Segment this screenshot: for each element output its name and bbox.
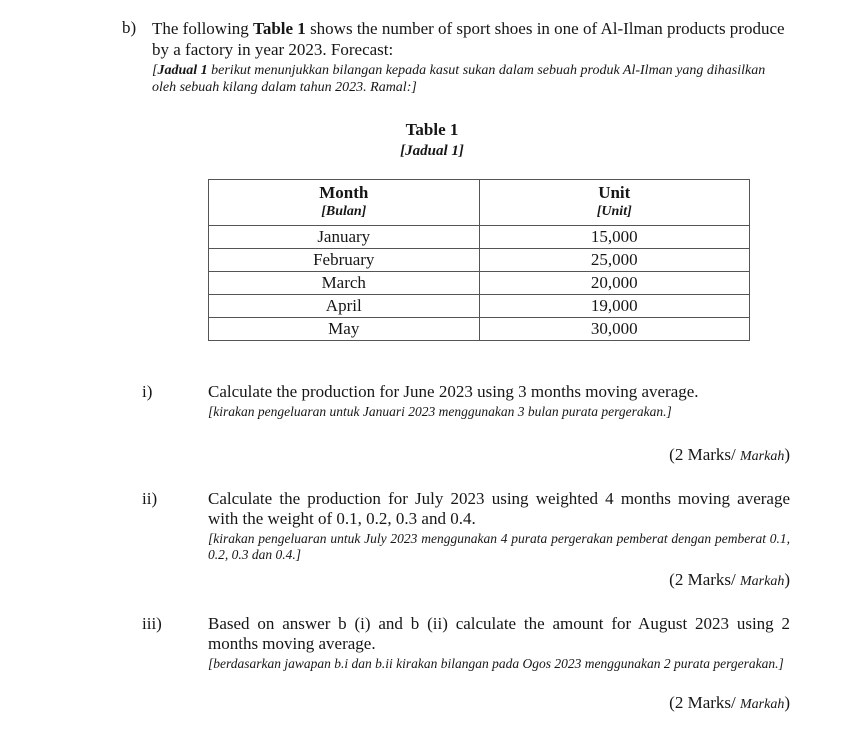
unit-cell: 25,000 <box>479 249 750 272</box>
marks-label: (2 Marks/ Markah) <box>669 570 790 589</box>
table-row <box>209 318 750 341</box>
table-row <box>209 249 750 272</box>
unit-cell: 30,000 <box>479 318 750 341</box>
unit-cell: 19,000 <box>479 295 750 318</box>
intro-translation: [Jadual 1 berikut menunjukkan bilangan kepada kasut sukan dalam sebuah produk Al-Ilman yang dihasilkan oleh sebuah kilang dalam tahun 2023. Ramal:] <box>152 63 766 95</box>
marks-label: (2 Marks/ Markah) <box>669 445 790 464</box>
table-row <box>209 272 750 295</box>
question-translation: [kirakan pengeluaran untuk July 2023 menggunakan 4 purata pergerakan pemberat dengan pemberat 0.1, 0.2, 0.3 dan 0.4.] <box>208 531 790 562</box>
production-table <box>208 179 750 341</box>
question-number: i) <box>142 382 153 401</box>
table-row <box>209 226 750 249</box>
month-cell: May <box>209 318 480 341</box>
question-label: b) <box>122 18 137 37</box>
table-row <box>209 295 750 318</box>
question-number: iii) <box>142 614 162 633</box>
month-cell: March <box>209 272 480 295</box>
unit-column-header: Unit [Unit] <box>479 180 750 226</box>
table-subtitle: [Jadual 1] <box>400 143 464 159</box>
month-cell: January <box>209 226 480 249</box>
month-column-header: Month [Bulan] <box>209 180 480 226</box>
unit-cell: 15,000 <box>479 226 750 249</box>
table-reference: Table 1 <box>253 19 306 38</box>
month-cell: April <box>209 295 480 318</box>
marks-label: (2 Marks/ Markah) <box>669 693 790 712</box>
unit-cell: 20,000 <box>479 272 750 295</box>
month-cell: February <box>209 249 480 272</box>
table-header-row <box>209 180 750 226</box>
question-translation: [berdasarkan jawapan b.i dan b.ii kirakan bilangan pada Ogos 2023 menggunakan 2 purata pergerakan.] <box>208 656 784 671</box>
question-text: Calculate the production for June 2023 using 3 months moving average. <box>208 382 699 401</box>
question-text: Calculate the production for July 2023 using weighted 4 months moving average with the weight of 0.1, 0.2, 0.3 and 0.4. <box>208 489 790 528</box>
question-text: Based on answer b (i) and b (ii) calculate the amount for August 2023 using 2 months moving average. <box>208 614 790 653</box>
question-number: ii) <box>142 489 158 508</box>
question-translation: [kirakan pengeluaran untuk Januari 2023 menggunakan 3 bulan purata pergerakan.] <box>208 404 672 419</box>
intro-text: The following Table 1 shows the number of sport shoes in one of Al-Ilman products produce by a factory in year 2023. Forecast: <box>152 19 785 59</box>
table-title: Table 1 <box>405 120 459 139</box>
